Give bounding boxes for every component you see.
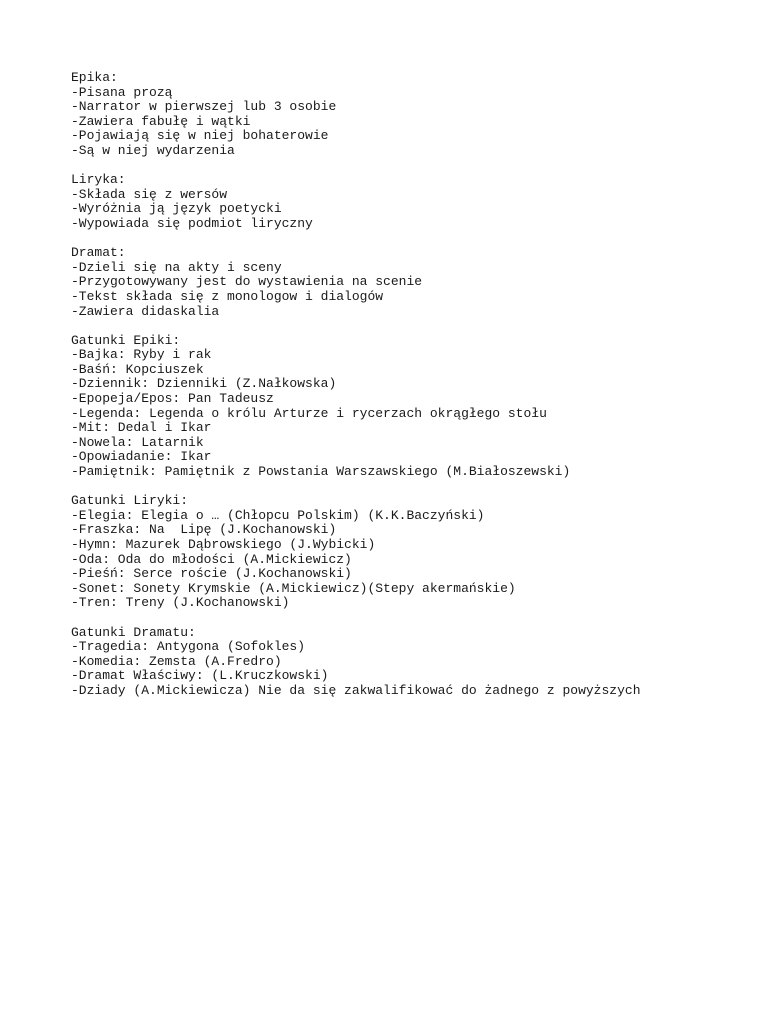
list-item: -Pieśń: Serce roście (J.Kochanowski) [71,566,352,582]
document-section [71,494,751,611]
list-item: -Pisana prozą [71,84,173,100]
list-item: -Tekst składa się z monologow i dialogów [71,288,384,304]
list-item: -Bajka: Ryby i rak [71,347,212,363]
list-item: -Składa się z wersów [71,186,228,202]
list-item: -Baśń: Kopciuszek [71,361,204,377]
list-item: -Dramat Właściwy: (L.Kruczkowski) [71,668,329,684]
list-item: -Zawiera didaskalia [71,303,220,319]
list-item: -Tren: Treny (J.Kochanowski) [71,595,290,611]
list-item: -Dziennik: Dzienniki (Z.Nałkowska) [71,376,337,392]
list-item: -Dzieli się na akty i sceny [71,259,282,275]
document-section [71,334,751,480]
section-heading: Gatunki Liryki: [71,493,189,509]
list-item: -Sonet: Sonety Krymskie (A.Mickiewicz)(Stepy akermańskie) [71,580,516,596]
section-heading: Gatunki Dramatu: [71,624,196,640]
document-section [71,71,751,159]
section-heading: Epika: [71,70,118,85]
list-item: -Narrator w pierwszej lub 3 osobie [71,99,337,115]
list-item: -Oda: Oda do młodości (A.Mickiewicz) [71,551,352,567]
list-item: -Opowiadanie: Ikar [71,449,212,465]
list-item: -Przygotowywany jest do wystawienia na scenie [71,274,423,290]
section-heading: Dramat: [71,245,126,261]
list-item: -Fraszka: Na Lipę (J.Kochanowski) [71,522,337,538]
list-item: -Tragedia: Antygona (Sofokles) [71,639,306,655]
list-item: -Wyróżnia ją język poetycki [71,201,282,217]
list-item: -Wypowiada się podmiot liryczny [71,215,313,231]
document-section [71,246,751,319]
list-item: -Epopeja/Epos: Pan Tadeusz [71,391,274,407]
list-item: -Legenda: Legenda o królu Arturze i rycerzach okrągłego stołu [71,405,547,421]
document-section [71,626,751,699]
list-item: -Hymn: Mazurek Dąbrowskiego (J.Wybicki) [71,537,376,552]
section-heading: Gatunki Epiki: [71,332,181,348]
document-text [71,71,751,713]
list-item: -Zawiera fabułę i wątki [71,113,251,129]
list-item: -Pamiętnik: Pamiętnik z Powstania Warszawskiego (M.Białoszewski) [71,464,571,480]
list-item: -Dziady (A.Mickiewicza) Nie da się zakwalifikować do żadnego z powyższych [71,682,641,698]
list-item: -Pojawiają się w niej bohaterowie [71,128,329,144]
list-item: -Mit: Dedal i Ikar [71,420,212,436]
list-item: -Są w niej wydarzenia [71,142,235,158]
document-section [71,173,751,231]
list-item: -Elegia: Elegia o … (Chłopcu Polskim) (K.K.Baczyński) [71,507,485,523]
section-heading: Liryka: [71,172,126,188]
list-item: -Nowela: Latarnik [71,434,204,450]
list-item: -Komedia: Zemsta (A.Fredro) [71,653,282,669]
